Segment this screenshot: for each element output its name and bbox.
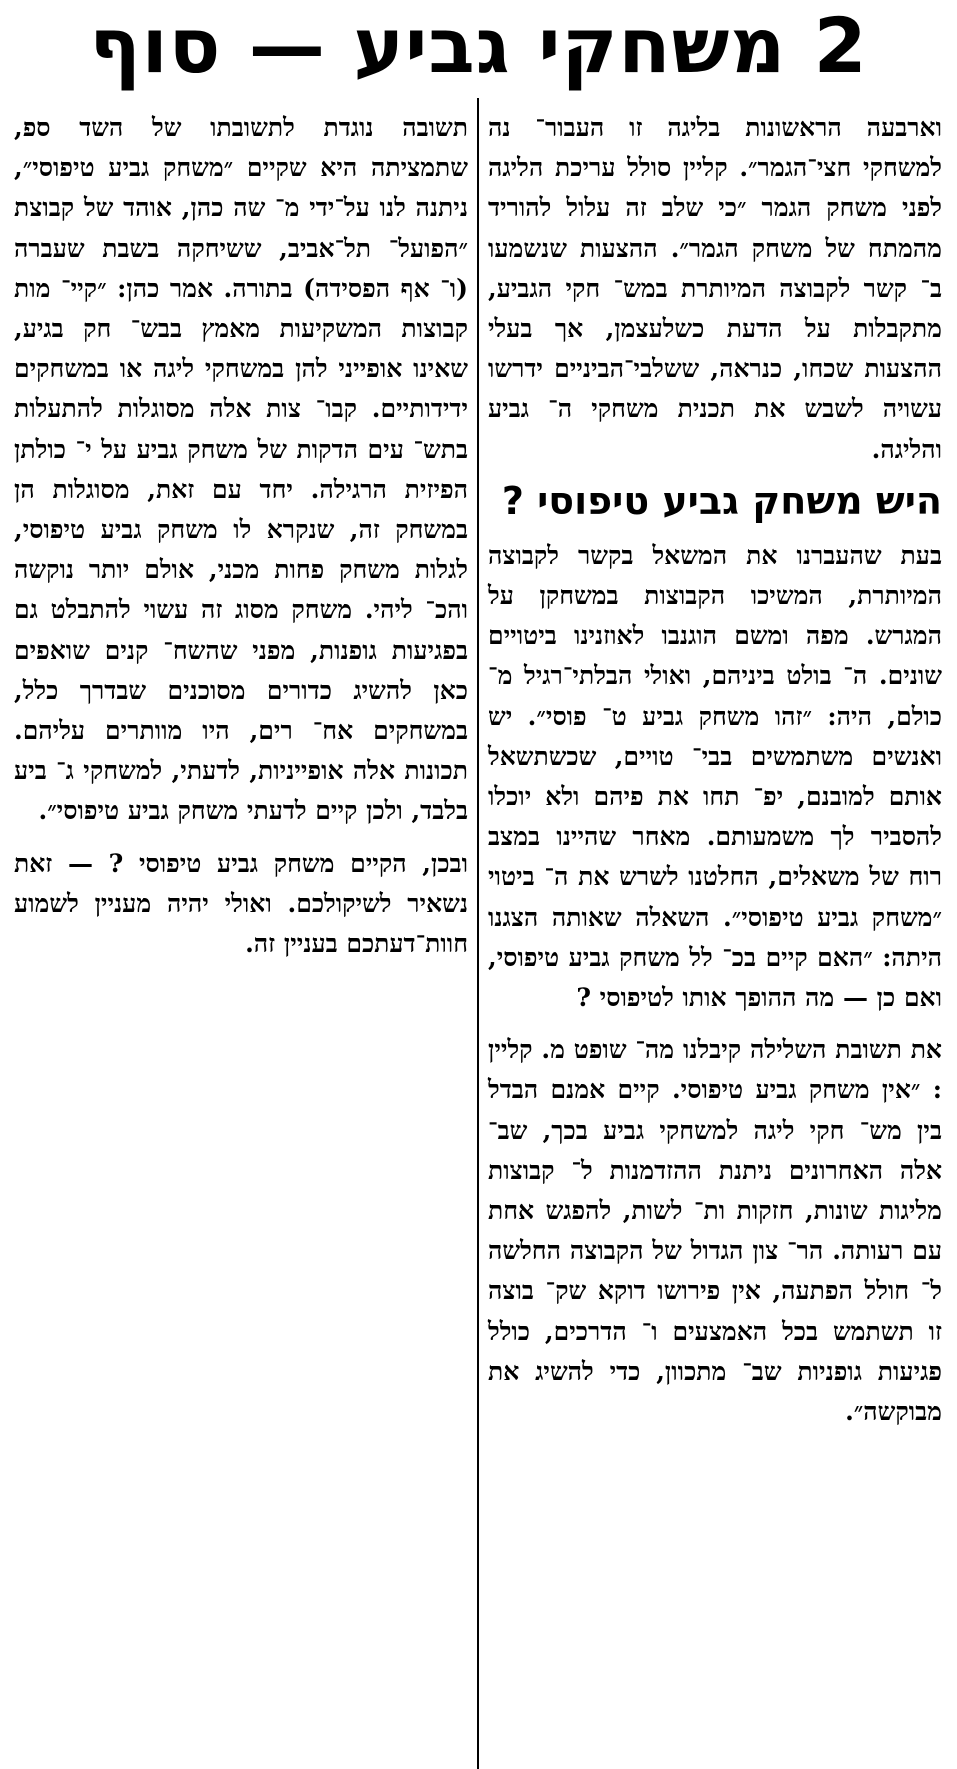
article-column-right [488,108,942,1432]
paragraph-intro: וארבעה הראשונות בליגה זו העבור־ נה למשחקי חצי־הגמר״. קליין סולל עריכת הליגה לפני משחק הגמר ״כי שלב זה עלול להוריד מהמתח של משחק הגמר״. ההצעות שנשמעו ב־ קשר לקבוצה המיותרת במש־ חקי הגביע, מתקבלות על הדעת כשלעצמן, אך בעלי ההצעות שכחו, כנראה, ששלבי־הביניים ידרשו עשויה לשבש את תכנית משחקי ה־ גביע והליגה. [488,113,942,464]
paragraph-referee-answer: את תשובת השלילה קיבלנו מה־ שופט מ. קליין : ״אין משחק גביע טיפוסי. קיים אמנם הבדל בין מש־ חקי ליגה למשחקי גביע בכך, שב־ אלה האחרונים ניתנת ההזדמנות ל־ קבוצות מליגות שונות, חזקות ות־ לשות, להפגש אחת עם רעותה. הר־ צון הגדול של הקבוצה החלשה ל־ חולל הפתעה, אין פירושו דוקא שק־ בוצה זו תשתמש בכל האמצעים ו־ הדרכים, כולל פגיעות גופניות שב־ מתכוון, כדי להשיג את מבוקשה״. [488,1035,942,1427]
paragraph-poll: בעת שהעברנו את המשאל בקשר לקבוצה המיותרת, המשיכו הקבוצות במשחקן על המגרש. מפה ומשם הוגנבו לאוזנינו ביטויים שונים. ה־ בולט ביניהם, ואולי הבלתי־רגיל מ־ כולם, היה: ״זהו משחק גביע ט־ פוסי״. יש ואנשים משתמשים בבי־ טויים, שכשתשאל אותם למובנם, יפ־ תחו את פיהם ולא יוכלו להסביר לך משמעותם. מאחר שהיינו במצב רוח של משאלים, החלטנו לשרש את ה־ ביטוי ״משחק גביע טיפוסי״. השאלה שאותה הצגנו היתה: ״האם קיים בכ־ לל משחק גביע טיפוסי, ואם כן — מה ההופך אותו לטיפוסי ? [488,540,942,1013]
paragraph-fan-answer: תשובה נוגדת לתשובתו של השד ספ, שתמציתה היא שקיים ״משחק גביע טיפוסי״, ניתנה לנו על־ידי מ־ שה כהן, אוהד של קבוצת ״הפועל־ תל־אביב, ששיחקה בשבת שעברה (ו־ אף הפסידה) בתורה. אמר כהן: ״קיי־ מות קבוצות המשקיעות מאמץ בבש־ חק בגיע, שאינו אופייני להן במשחקי ליגה או במשחקים ידידותיים. קבו־ צות אלה מסוגלות להתעלות בתש־ עים הדקות של משחק גביע על י־ כולתן הפיזית הרגילה. יחד עם זאת, מסוגלות הן במשחק זה, שנקרא לו משחק גביע טיפוסי, לגלות משחק פחות מכני, אולם יותר נוקשה והכ־ ליהי. משחק מסוג זה עשוי להתבלט גם בפגיעות גופנות, מפני שהשח־ קנים שואפים כאן להשיג כדורים מסוכנים שבדרך כלל, במשחקים אח־ רים, היו מוותרים עליהם. תכונות אלה אופייניות, לדעתי, למשחקי ג־ ביע בלבד, ולכן קיים לדעתי משחק גביע טיפוסי״. [14,113,468,826]
column-divider [477,98,479,1769]
article-headline: 2 משחקי גביע — סוף [89,1,868,90]
paragraph-closing: ובכן, הקיים משחק גביע טיפוסי ? — זאת נשאיר לשיקולכם. ואולי יהיה מעניין לשמוע חוות־דעתכם בעניין זה. [14,848,468,959]
article-subheading: היש משחק גביע טיפוסי ? [501,478,942,523]
article-column-left [14,108,468,964]
